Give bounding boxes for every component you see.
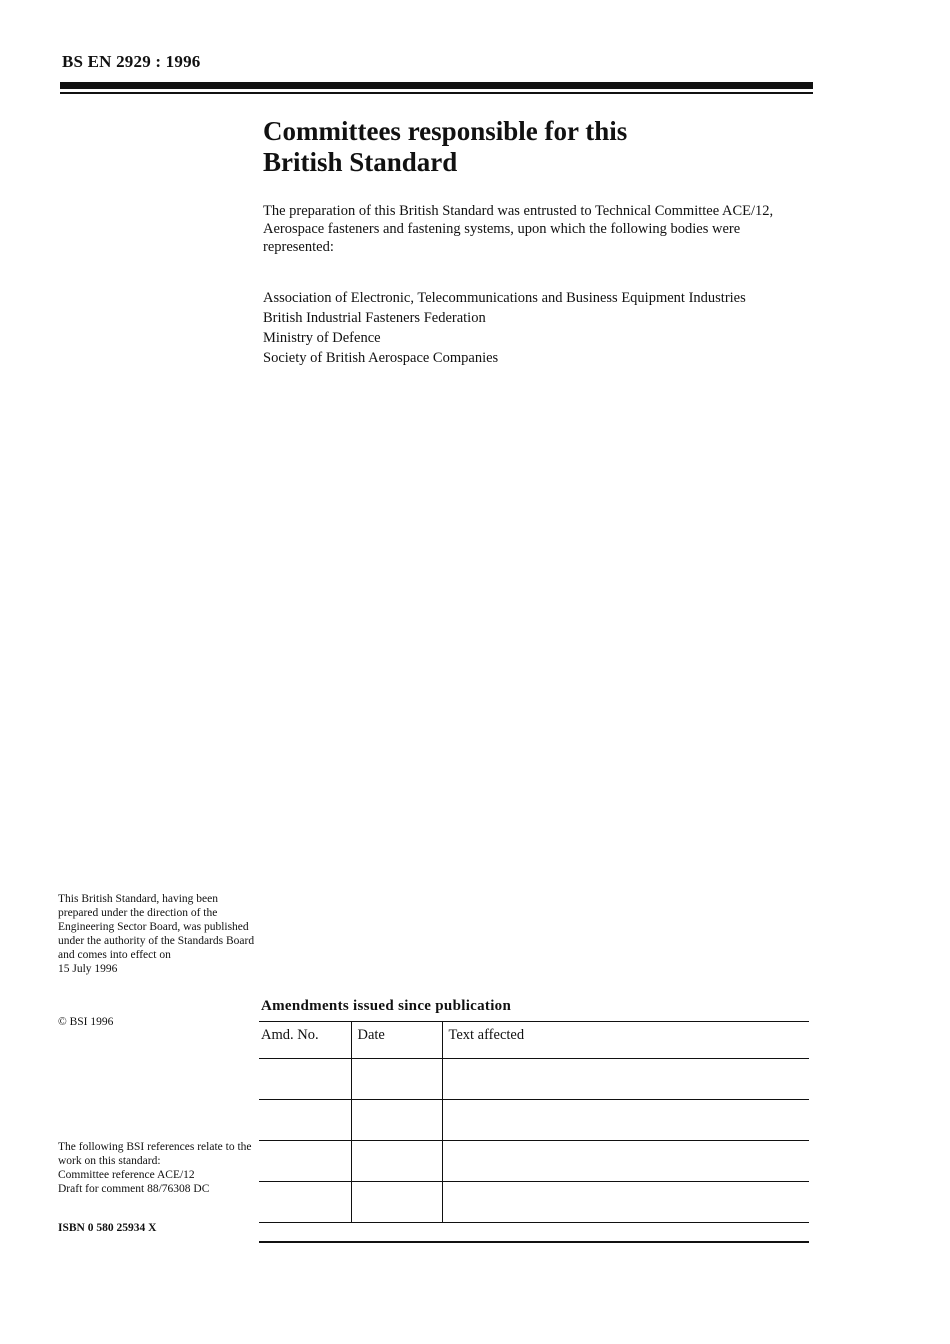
table-row — [259, 1141, 809, 1182]
column-header-amd-no: Amd. No. — [259, 1022, 351, 1059]
committee-reference: Committee reference ACE/12 — [58, 1169, 195, 1181]
publication-note-text: This British Standard, having been prepared under the direction of the Engineering Sector Board, was published under the authority of the Standards Board and comes into effect on — [58, 893, 255, 961]
references-intro: The following BSI references relate to the work on this standard: — [58, 1141, 252, 1167]
header-rule-thin — [60, 92, 813, 94]
effective-date: 15 July 1996 — [58, 963, 118, 975]
column-header-date: Date — [351, 1022, 442, 1059]
document-id: BS EN 2929 : 1996 — [62, 52, 201, 71]
amendments-header-row — [259, 1022, 809, 1059]
table-row — [259, 1059, 809, 1100]
represented-body: Association of Electronic, Telecommunications and Business Equipment Industries — [263, 290, 746, 306]
represented-bodies-list — [263, 288, 823, 368]
header-rule-thick — [60, 82, 813, 89]
represented-body: Ministry of Defence — [263, 330, 381, 346]
column-header-text-affected: Text affected — [442, 1022, 809, 1059]
footer-rule — [259, 1241, 809, 1243]
draft-reference: Draft for comment 88/76308 DC — [58, 1183, 210, 1195]
page-title-line-1: Committees responsible for this — [263, 116, 628, 146]
publication-note — [58, 892, 258, 976]
isbn: ISBN 0 580 25934 X — [58, 1222, 157, 1234]
table-row — [259, 1182, 809, 1223]
table-row — [259, 1100, 809, 1141]
page-title — [263, 116, 803, 178]
copyright-notice: © BSI 1996 — [58, 1016, 114, 1028]
amendments-table — [259, 1021, 809, 1223]
amendments-title: Amendments issued since publication — [261, 998, 512, 1014]
represented-body: British Industrial Fasteners Federation — [263, 310, 486, 326]
represented-body: Society of British Aerospace Companies — [263, 350, 499, 366]
bsi-references — [58, 1140, 258, 1196]
intro-paragraph: The preparation of this British Standard was entrusted to Technical Committee ACE/12, Aerospace fasteners and fastening systems, upon which the following bodies were represented: — [263, 203, 774, 255]
page-title-line-2: British Standard — [263, 147, 458, 177]
